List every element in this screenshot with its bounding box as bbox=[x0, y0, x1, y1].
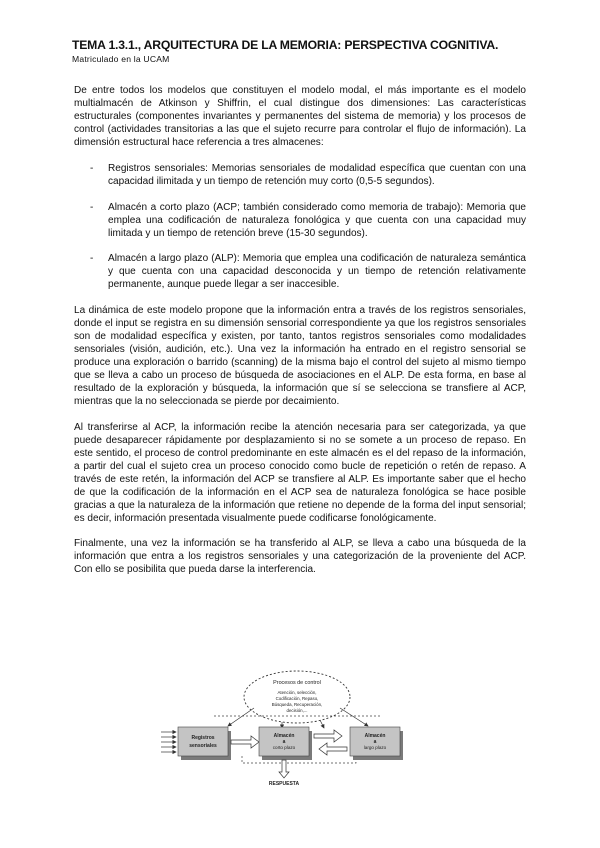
dynamics-paragraph: La dinámica de este modelo propone que la información entra a través de los registros sensoriales, donde el input se registra en su dimensión sensorial correspondiente ya que los registros sensoriales son de modalidad específica y existen, por tanto, tantos registros sensoriales como modalidades sensoriales (visión, audición, etc.). Una vez la información ha entrado en el registro sensorial se produce una exploración o barrido (scanning) de la misma bajo el control del sujeto al mismo tiempo que se lleva a cabo un proceso de búsqueda de asociaciones en el ALP. De esta forma, en base al resultado de la exploración y búsqueda, la información que sí se selecciona se transfiere al ACP, mientras que la no seleccionada se pierde por decaimiento. bbox=[74, 305, 526, 407]
control-item: Codificación, Repaso, bbox=[275, 696, 319, 701]
alp-label: largo plazo bbox=[363, 745, 387, 750]
control-arrow bbox=[228, 708, 254, 726]
transfer-arrow-sensory-acp bbox=[231, 736, 259, 748]
list-item: - Registros sensoriales: Memorias sensoriales de modalidad específica que cuentan con una capacidad ilimitada y un tiempo de retención muy corto (0,5-5 segundos). bbox=[90, 162, 526, 187]
document-subtitle: Matriculado en la UCAM bbox=[72, 54, 170, 64]
memory-model-diagram bbox=[156, 670, 454, 790]
list-item-text: Almacén a corto plazo (ACP; también considerado como memoria de trabajo): Memoria que emplea una codificación de naturaleza fonológica y que cuenta con una capacidad muy limitada y un tiempo de retención breve (15-30 segundos). bbox=[108, 201, 526, 239]
acp-label: Almacén bbox=[273, 733, 295, 739]
control-processes-title: Procesos de control bbox=[273, 680, 321, 686]
control-item: Atención, selección, bbox=[277, 690, 317, 695]
list-item-text: Registros sensoriales: Memorias sensoriales de modalidad específica que cuentan con una capacidad ilimitada y un tiempo de retención muy corto (0,5-5 segundos). bbox=[108, 162, 526, 187]
final-paragraph: Finalmente, una vez la información se ha transferido al ALP, se lleva a cabo una búsqueda de la información que entra a los registros sensoriales y una categorización de la proveniente del ACP. Con ello se posibilita que pueda darse la interferencia. bbox=[74, 538, 526, 576]
acp-label: corto plazo bbox=[272, 745, 296, 750]
control-item: decisión,... bbox=[286, 708, 308, 713]
control-arrow bbox=[340, 708, 368, 726]
sensory-register-label: sensoriales bbox=[189, 743, 217, 749]
sensory-register-label: Registros bbox=[191, 735, 215, 741]
acp-label: a bbox=[282, 739, 286, 745]
list-item: - Almacén a corto plazo (ACP; también considerado como memoria de trabajo): Memoria que emplea una codificación de naturaleza fonológica y que cuenta con una capacidad muy limitada y un tiempo de retención breve (15-30 segundos). bbox=[90, 201, 526, 239]
transfer-arrow-acp-alp bbox=[314, 730, 342, 742]
document-body bbox=[74, 85, 526, 590]
list-item-text: Almacén a largo plazo (ALP): Memoria que emplea una codificación de naturaleza semántica y que cuenta con una capacidad desconocida y un tiempo de retención relativamente permanente, aunque puede llegar a ser inaccesible. bbox=[108, 253, 526, 291]
alp-label: Almacén bbox=[364, 733, 386, 739]
document-title: TEMA 1.3.1., ARQUITECTURA DE LA MEMORIA: PERSPECTIVA COGNITIVA. bbox=[72, 38, 499, 52]
sensory-register-box bbox=[178, 727, 228, 756]
intro-paragraph: De entre todos los modelos que constituyen el modelo modal, el más importante es el modelo multialmacén de Atkinson y Shiffrin, el cual distingue dos dimensiones: Las características estructurales (componentes invariantes y permanentes del sistema de memoria) y los procesos de control (actividades transitorias a las que el sujeto recurre para controlar el flujo de información). La dimensión estructural hace referencia a tres almacenes: bbox=[74, 85, 526, 148]
control-item: Búsqueda, Recuperación, bbox=[271, 702, 323, 707]
transfer-arrow-alp-acp bbox=[319, 743, 347, 755]
response-label: RESPUESTA bbox=[268, 781, 300, 787]
acp-paragraph: Al transferirse al ACP, la información recibe la atención necesaria para ser categorizada, ya que puede desaparecer rápidamente por desplazamiento si no se somete a un proceso de repaso. En este sentido, el proceso de control predominante en este almacén es el del repaso de la información, a partir del cual el sujeto crea un proceso conocido como bucle de repetición o retén de repaso. A través de este retén, la información del ACP se transfiere al ALP. Es importante saber que el hecho de que la codificación de la información en el ACP sea de naturaleza fonológica se hace posible gracias a que la naturaleza de la información que retiene no depende de la forma del input sensorial; es decir, información presentada visualmente puede codificarse fonológicamente. bbox=[74, 421, 526, 524]
store-list bbox=[74, 163, 526, 293]
list-item: - Almacén a largo plazo (ALP): Memoria que emplea una codificación de naturaleza semántica y que cuenta con una capacidad desconocida y un tiempo de retención relativamente permanente, aunque puede llegar a ser inaccesible. bbox=[90, 253, 526, 291]
alp-label: a bbox=[373, 739, 377, 745]
control-arrow bbox=[320, 720, 324, 728]
